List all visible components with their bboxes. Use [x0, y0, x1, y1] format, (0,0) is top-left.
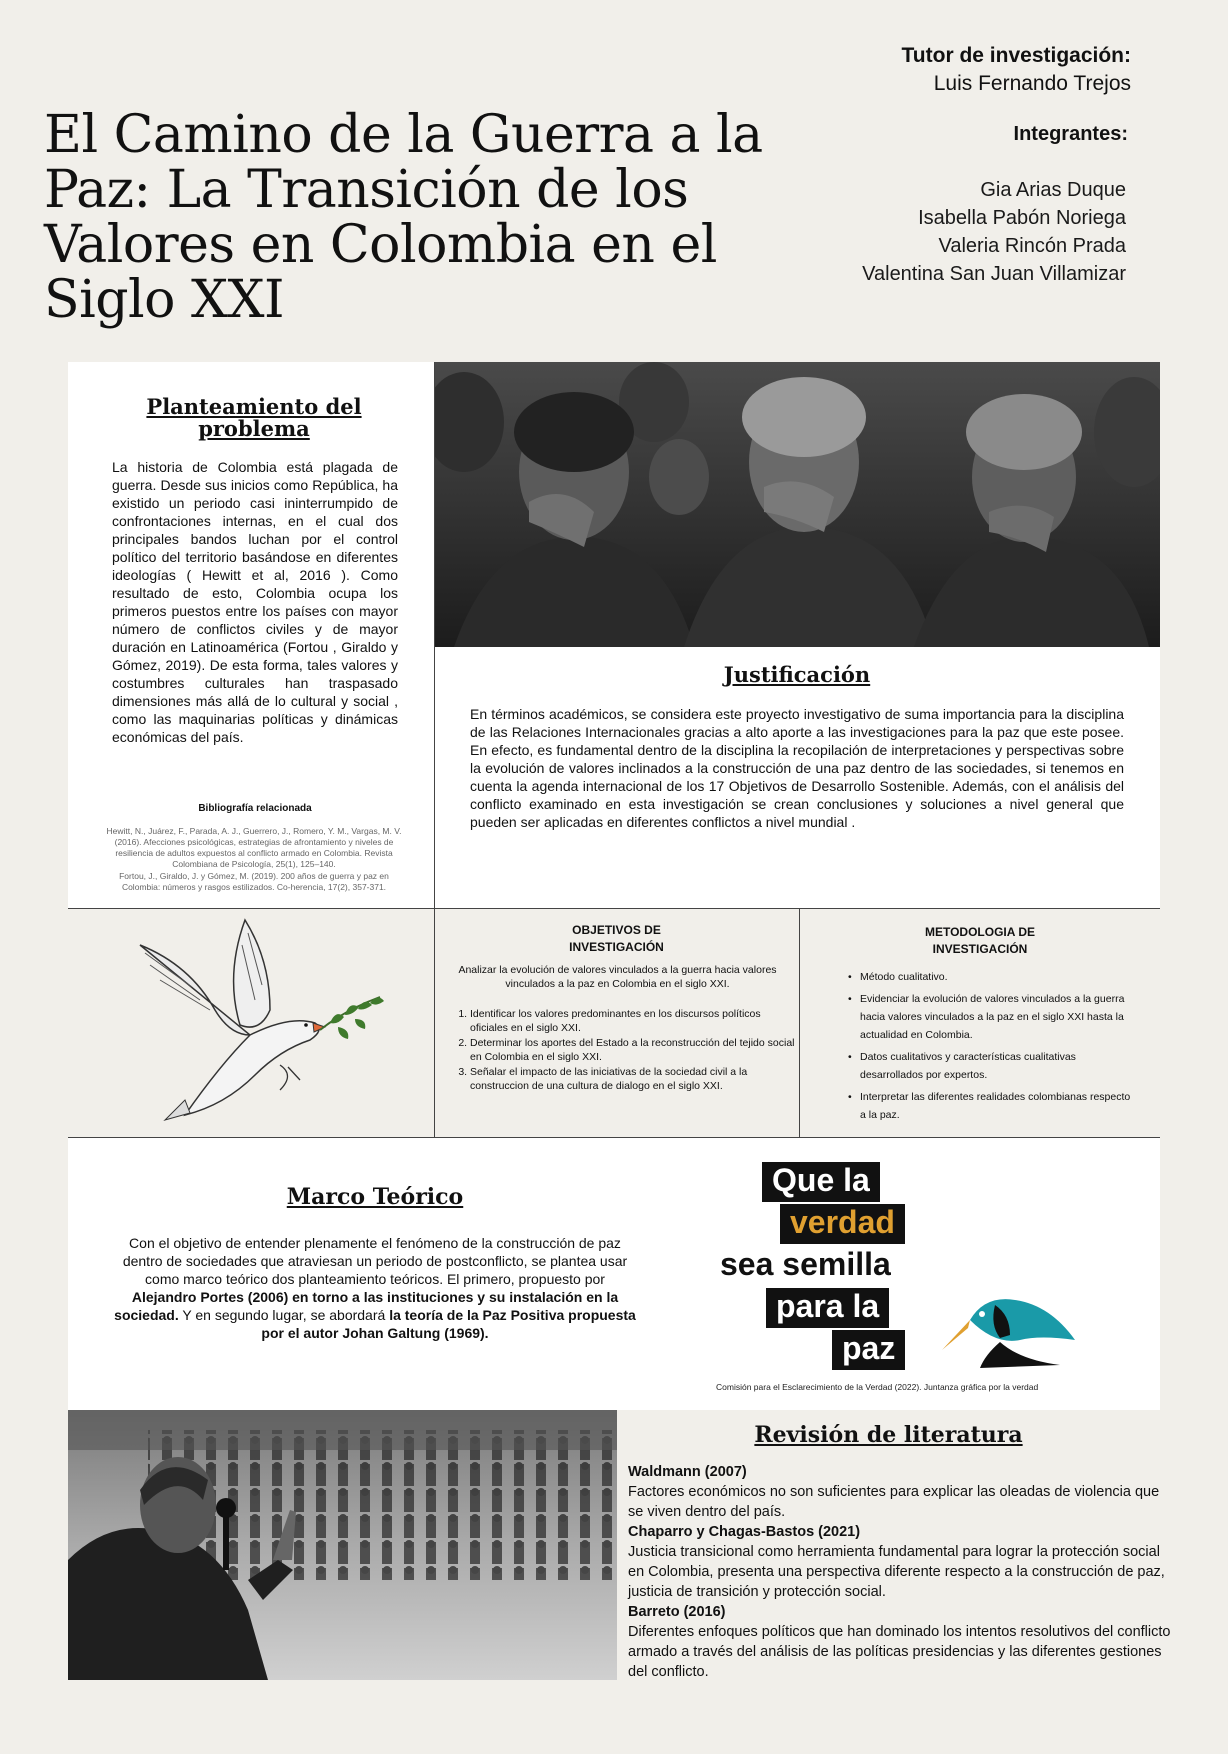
logo-text: sea semilla	[720, 1246, 891, 1282]
revision-author: Barreto (2016)	[628, 1604, 726, 1620]
metodologia-item: • Método cualitativo.	[860, 968, 1135, 986]
objetivos-title: OBJETIVOS DE INVESTIGACIÓN	[569, 923, 664, 954]
revision-author: Chaparro y Chagas-Bastos (2021)	[628, 1524, 861, 1540]
member-name: Isabella Pabón Noriega	[918, 207, 1126, 229]
justificacion-title: Justificación	[723, 662, 871, 687]
divider	[68, 1137, 1160, 1138]
revision-list	[628, 1462, 1176, 1682]
bibliography-entry: Hewitt, N., Juárez, F., Parada, A. J., Guerrero, J., Romero, Y. M., Vargas, M. V. (2016). Afecciones psicológicas, estrategias de afrontamiento y niveles de resiliencia de adultos expuestos al conflicto armado en Colombia. Revista Colombiana de Psicología, 25(1), 125–140.	[106, 826, 402, 869]
metodologia-item: • Evidenciar la evolución de valores vinculados a la guerra hacia valores vinculados a la paz en el siglo XXI hasta la actualidad en Colombia.	[860, 990, 1135, 1044]
metodologia-item: • Datos cualitativos y características cualitativas desarrollados por expertos.	[860, 1048, 1135, 1084]
objetivos-list	[452, 1008, 795, 1095]
member-name: Gia Arias Duque	[980, 179, 1126, 201]
tutor-name: Luis Fernando Trejos	[933, 72, 1131, 95]
member-name: Valentina San Juan Villamizar	[862, 263, 1126, 285]
members-list	[862, 176, 1126, 288]
metodologia-item: • Interpretar las diferentes realidades colombianas respecto a la paz.	[860, 1088, 1135, 1124]
objetivo-item: 1. Identificar los valores predominantes en los discursos políticos oficiales en el siglo XXI.	[470, 1008, 795, 1035]
members-label: Integrantes:	[1013, 123, 1128, 145]
objetivo-item: 2. Determinar los aportes del Estado a la reconstrucción del tejido social en Colombia en el siglo XXI.	[470, 1037, 795, 1064]
logo-text: verdad	[780, 1204, 905, 1244]
speaker-photo	[68, 1410, 617, 1680]
bird-icon	[940, 1280, 1080, 1370]
logo-text: Que la	[762, 1162, 880, 1202]
divider	[434, 362, 435, 1138]
revision-author: Waldmann (2007)	[628, 1464, 747, 1480]
planteamiento-text: La historia de Colombia está plagada de guerra. Desde sus inicios como República, ha existido un periodo casi ininterrumpido de confrontaciones internas, en el cual dos principales bandos luchan por el control político del territorio basándose en diferentes ideologías ( Hewitt et al, 2016 ). Como resultado de esto, Colombia ocupa los primeros puestos entre los países con mayor número de conflictos civiles y de mayor duración en Latinoamérica (Fortou , Giraldo y Gómez, 2019). De esta forma, tales valores y costumbres culturales han traspasado dimensiones más allá de lo cultural y social , como las maquinarias políticas y dinámicas económicas del país.	[112, 459, 398, 745]
marco-text: Con el objetivo de entender plenamente el fenómeno de la construcción de paz dentro de sociedades que atraviesan un periodo de postconflicto, se plantea usar como marco teórico dos planteamiento teóricos. El primero, propuesto por Alejandro Portes (2006) en torno a las instituciones y su instalación en la sociedad. Y en segundo lugar, se abordará la teoría de la Paz Positiva propuesta por el autor Johan Galtung (1969).	[114, 1235, 636, 1341]
bibliography-entry: Fortou, J., Giraldo, J. y Gómez, M. (2019). 200 años de guerra y paz en Colombia: números y rasgos estilizados. Co-herencia, 17(2), 357-371.	[119, 871, 389, 892]
justificacion-text: En términos académicos, se considera este proyecto investigativo de suma importancia para la disciplina de las Relaciones Internacionales gracias a alto aporte a las investigaciones para la paz que este posee. En efecto, es fundamental dentro de la disciplina la recopilación de interpretaciones y perspectivas sobre la evolución de valores inclinados a la construcción de una paz dentro de las sociedades, si tenemos en cuenta la agenda internacional de los 17 Objetivos de Desarrollo Sostenible. Además, con el análisis del conflicto examinado en esta investigación se crean conclusiones y soluciones a nivel general que pueden ser aplicadas en diferentes conflictos a nivel mundial .	[470, 706, 1124, 830]
divider	[799, 908, 800, 1138]
metodologia-title: METODOLOGIA DE INVESTIGACIÓN	[924, 925, 1035, 956]
marco-title: Marco Teórico	[286, 1184, 464, 1210]
verdad-logo	[700, 1160, 1090, 1380]
logo-caption: Comisión para el Esclarecimiento de la Verdad (2022). Juntanza gráfica por la verdad	[716, 1382, 1039, 1392]
revision-title: Revisión de literatura	[754, 1422, 1023, 1448]
revision-text: Justicia transicional como herramienta fundamental para lograr la protección social en Colombia, presenta una perspectiva diferente respecto a la construcción de paz, justicia de transición y protección social.	[628, 1544, 1165, 1600]
objetivo-item: 3. Señalar el impacto de las iniciativas de la sociedad civil a la construccion de una cultura de dialogo en el siglo XXI.	[470, 1066, 795, 1093]
revision-text: Diferentes enfoques políticos que han dominado los intentos resolutivos del conflicto armado a través del análisis de las políticas presidencias y las diferentes gestiones del conflicto.	[628, 1624, 1171, 1680]
mourning-women-photo	[434, 362, 1160, 647]
tutor-label: Tutor de investigación:	[901, 44, 1131, 67]
member-name: Valeria Rincón Prada	[938, 235, 1126, 257]
dove-illustration	[130, 915, 390, 1130]
divider	[68, 908, 1160, 909]
objetivo-general: Analizar la evolución de valores vinculados a la guerra hacia valores vinculados a la paz en Colombia en el siglo XXI.	[458, 964, 777, 990]
logo-text: paz	[832, 1330, 905, 1370]
planteamiento-title: Planteamiento del problema	[146, 394, 362, 441]
revision-text: Factores económicos no son suficientes para explicar las oleadas de violencia que se viven dentro del país.	[628, 1484, 1160, 1520]
logo-text: para la	[766, 1288, 889, 1328]
metodologia-list	[846, 968, 1135, 1128]
bibliography-title: Bibliografía relacionada	[198, 803, 312, 814]
poster-title: El Camino de la Guerra a la Paz: La Transición de los Valores en Colombia en el Siglo XXI	[44, 105, 763, 330]
